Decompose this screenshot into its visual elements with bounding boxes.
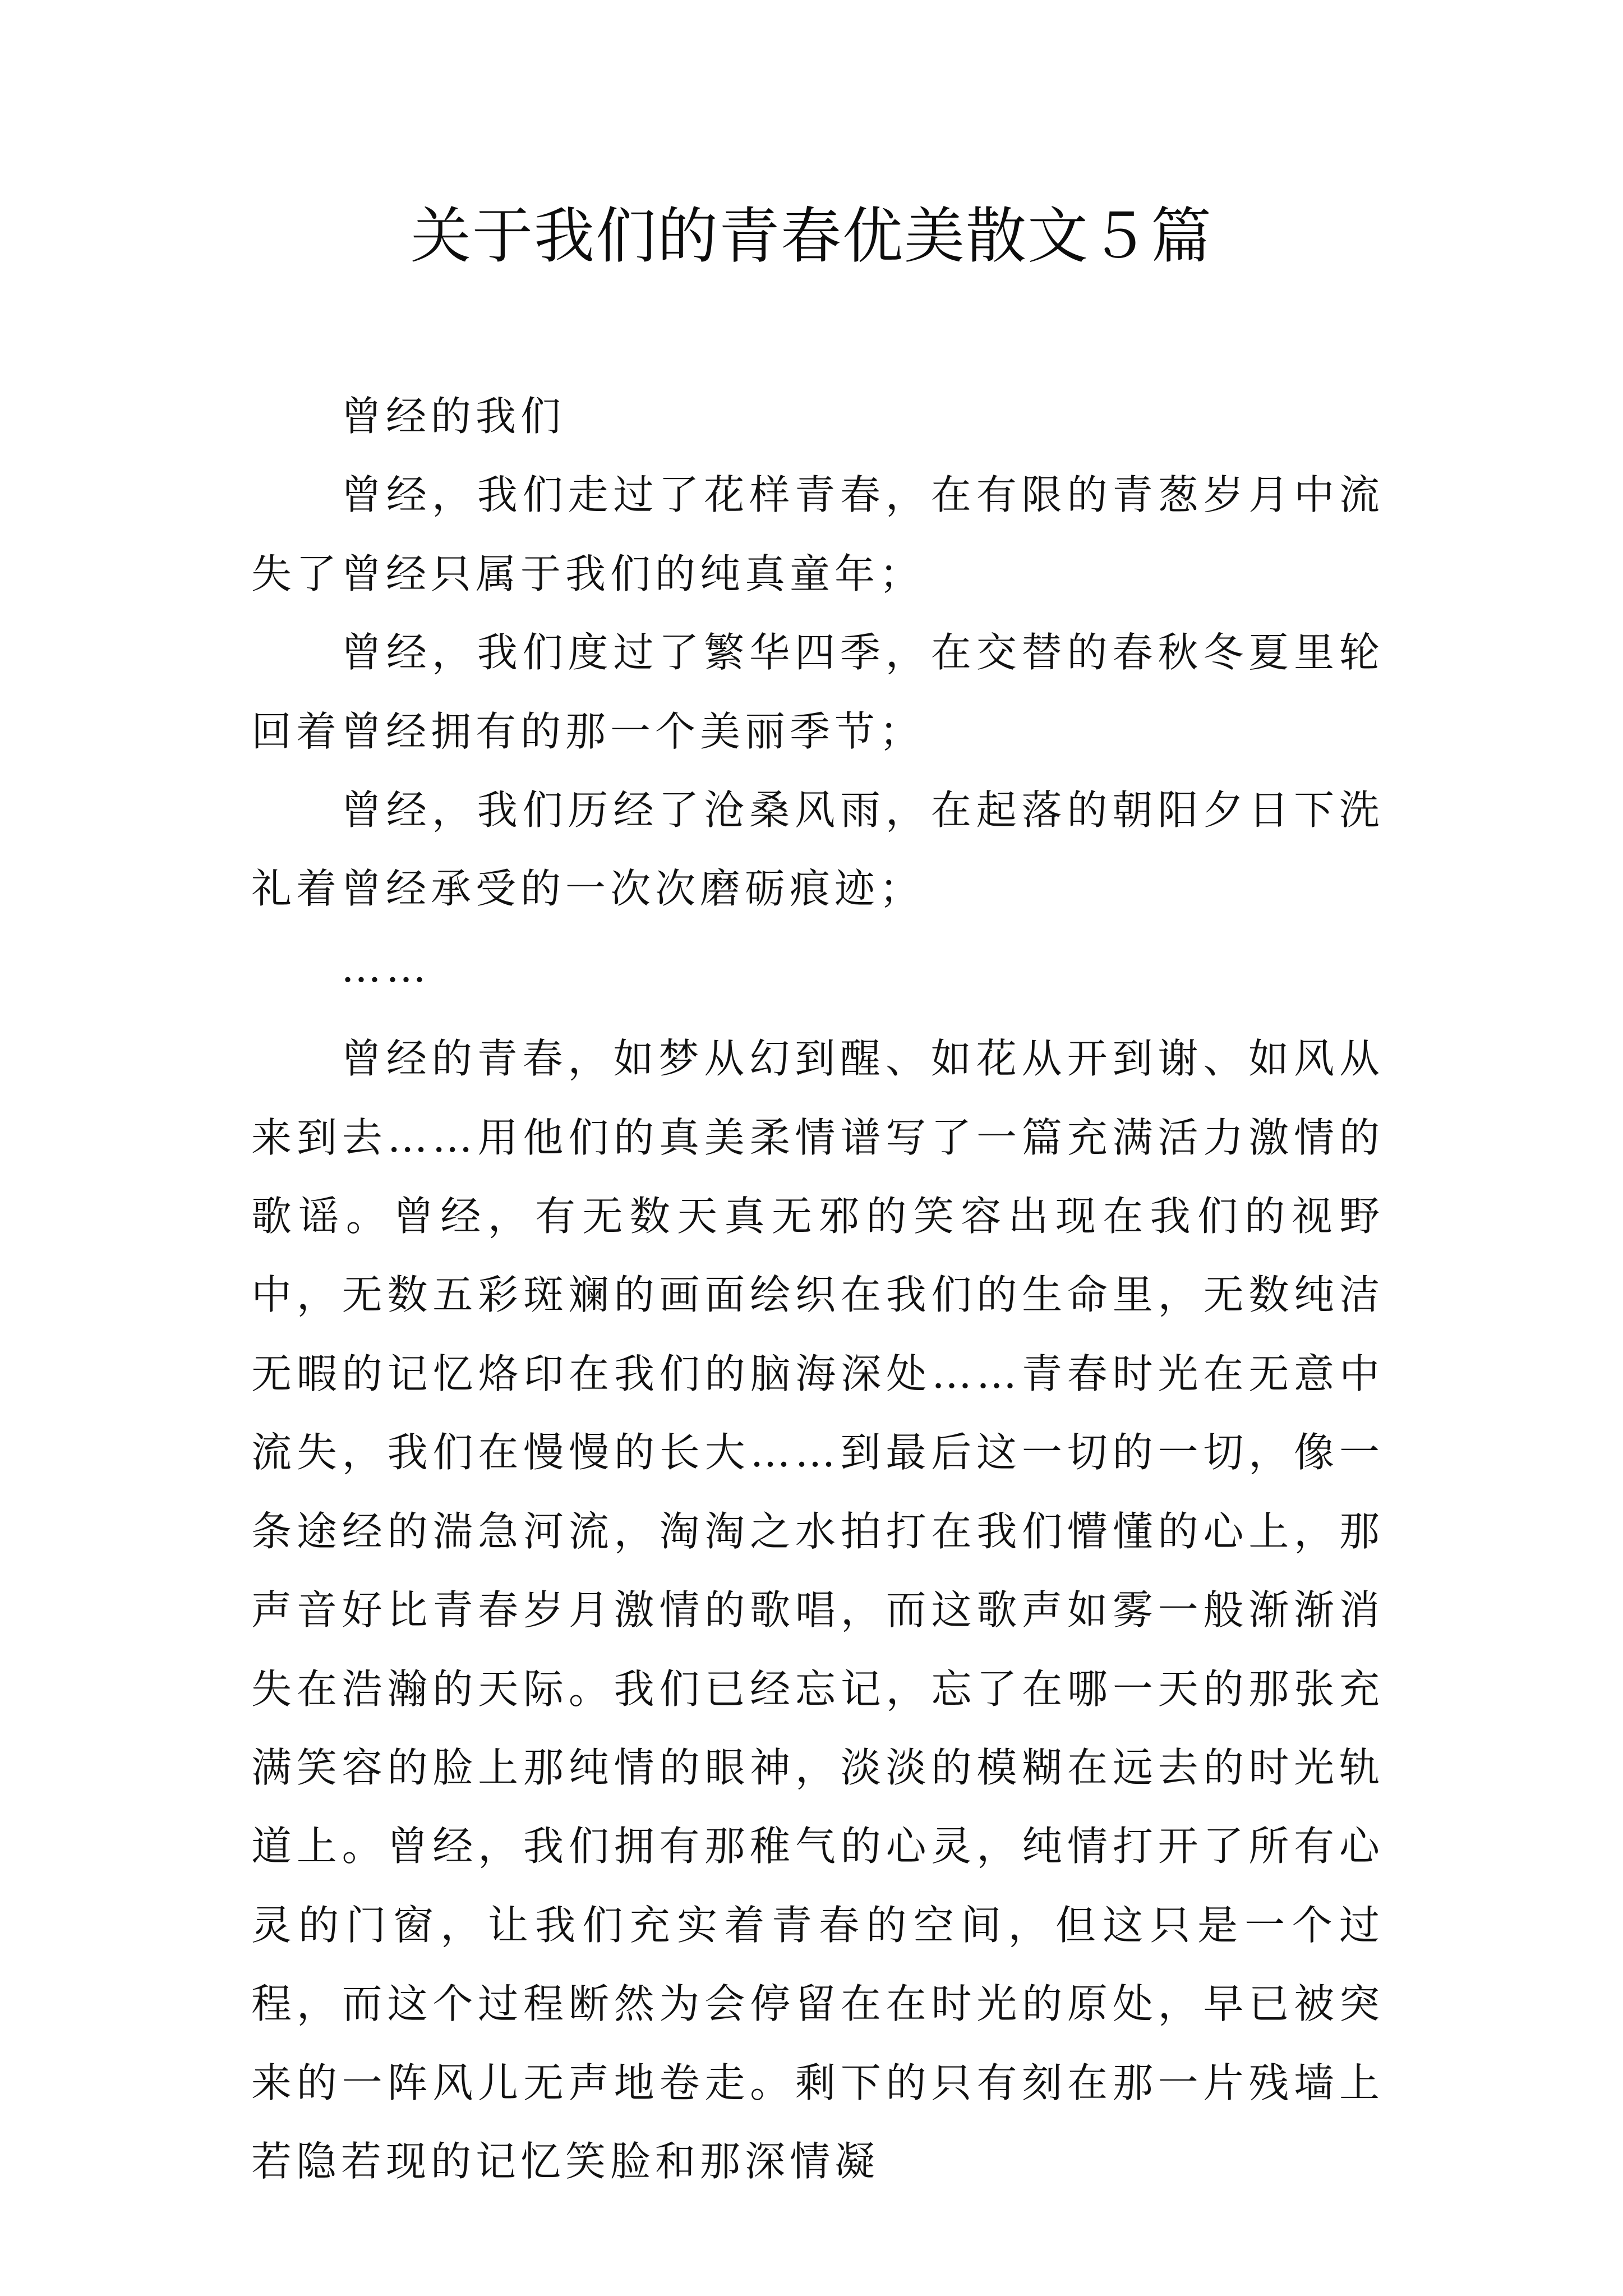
- ellipsis-paragraph: ……: [341, 944, 431, 991]
- paragraph-subtitle: 曾经的我们: [341, 393, 566, 440]
- document-body: [251, 377, 1384, 2201]
- paragraph: 曾经，我们度过了繁华四季，在交替的春秋冬夏里轮回着曾经拥有的那一个美丽季节；: [251, 629, 1384, 755]
- paragraph: 曾经，我们走过了花样青春，在有限的青葱岁月中流失了曾经只属于我们的纯真童年；: [251, 471, 1384, 597]
- paragraph: 曾经，我们历经了沧桑风雨，在起落的朝阳夕日下洗礼着曾经承受的一次次磨砺痕迹；: [251, 786, 1384, 913]
- document-title: 关于我们的青春优美散文５篇: [410, 201, 1212, 272]
- paragraph: 曾经的青春，如梦从幻到醒、如花从开到谢、如风从来到去……用他们的真美柔情谱写了一篇充满活力激情的歌谣。曾经，有无数天真无邪的笑容出现在我们的视野中，无数五彩斑斓的画面绘织在我们的生命里，无数纯洁无暇的记忆烙印在我们的脑海深处……青春时光在无意中流失，我们在慢慢的长大……到最后这一切的一切，像一条途经的湍急河流，淘淘之水拍打在我们懵懂的心上，那声音好比青春岁月激情的歌唱，而这歌声如雾一般渐渐消失在浩瀚的天际。我们已经忘记，忘了在哪一天的那张充满笑容的脸上那纯情的眼神，淡淡的模糊在远去的时光轨道上。曾经，我们拥有那稚气的心灵，纯情打开了所有心灵的门窗，让我们充实着青春的空间，但这只是一个过程，而这个过程断然为会停留在在时光的原处，早已被突来的一阵风儿无声地卷走。剩下的只有刻在那一片残墙上若隐若现的记忆笑脸和那深情凝: [251, 1035, 1384, 2185]
